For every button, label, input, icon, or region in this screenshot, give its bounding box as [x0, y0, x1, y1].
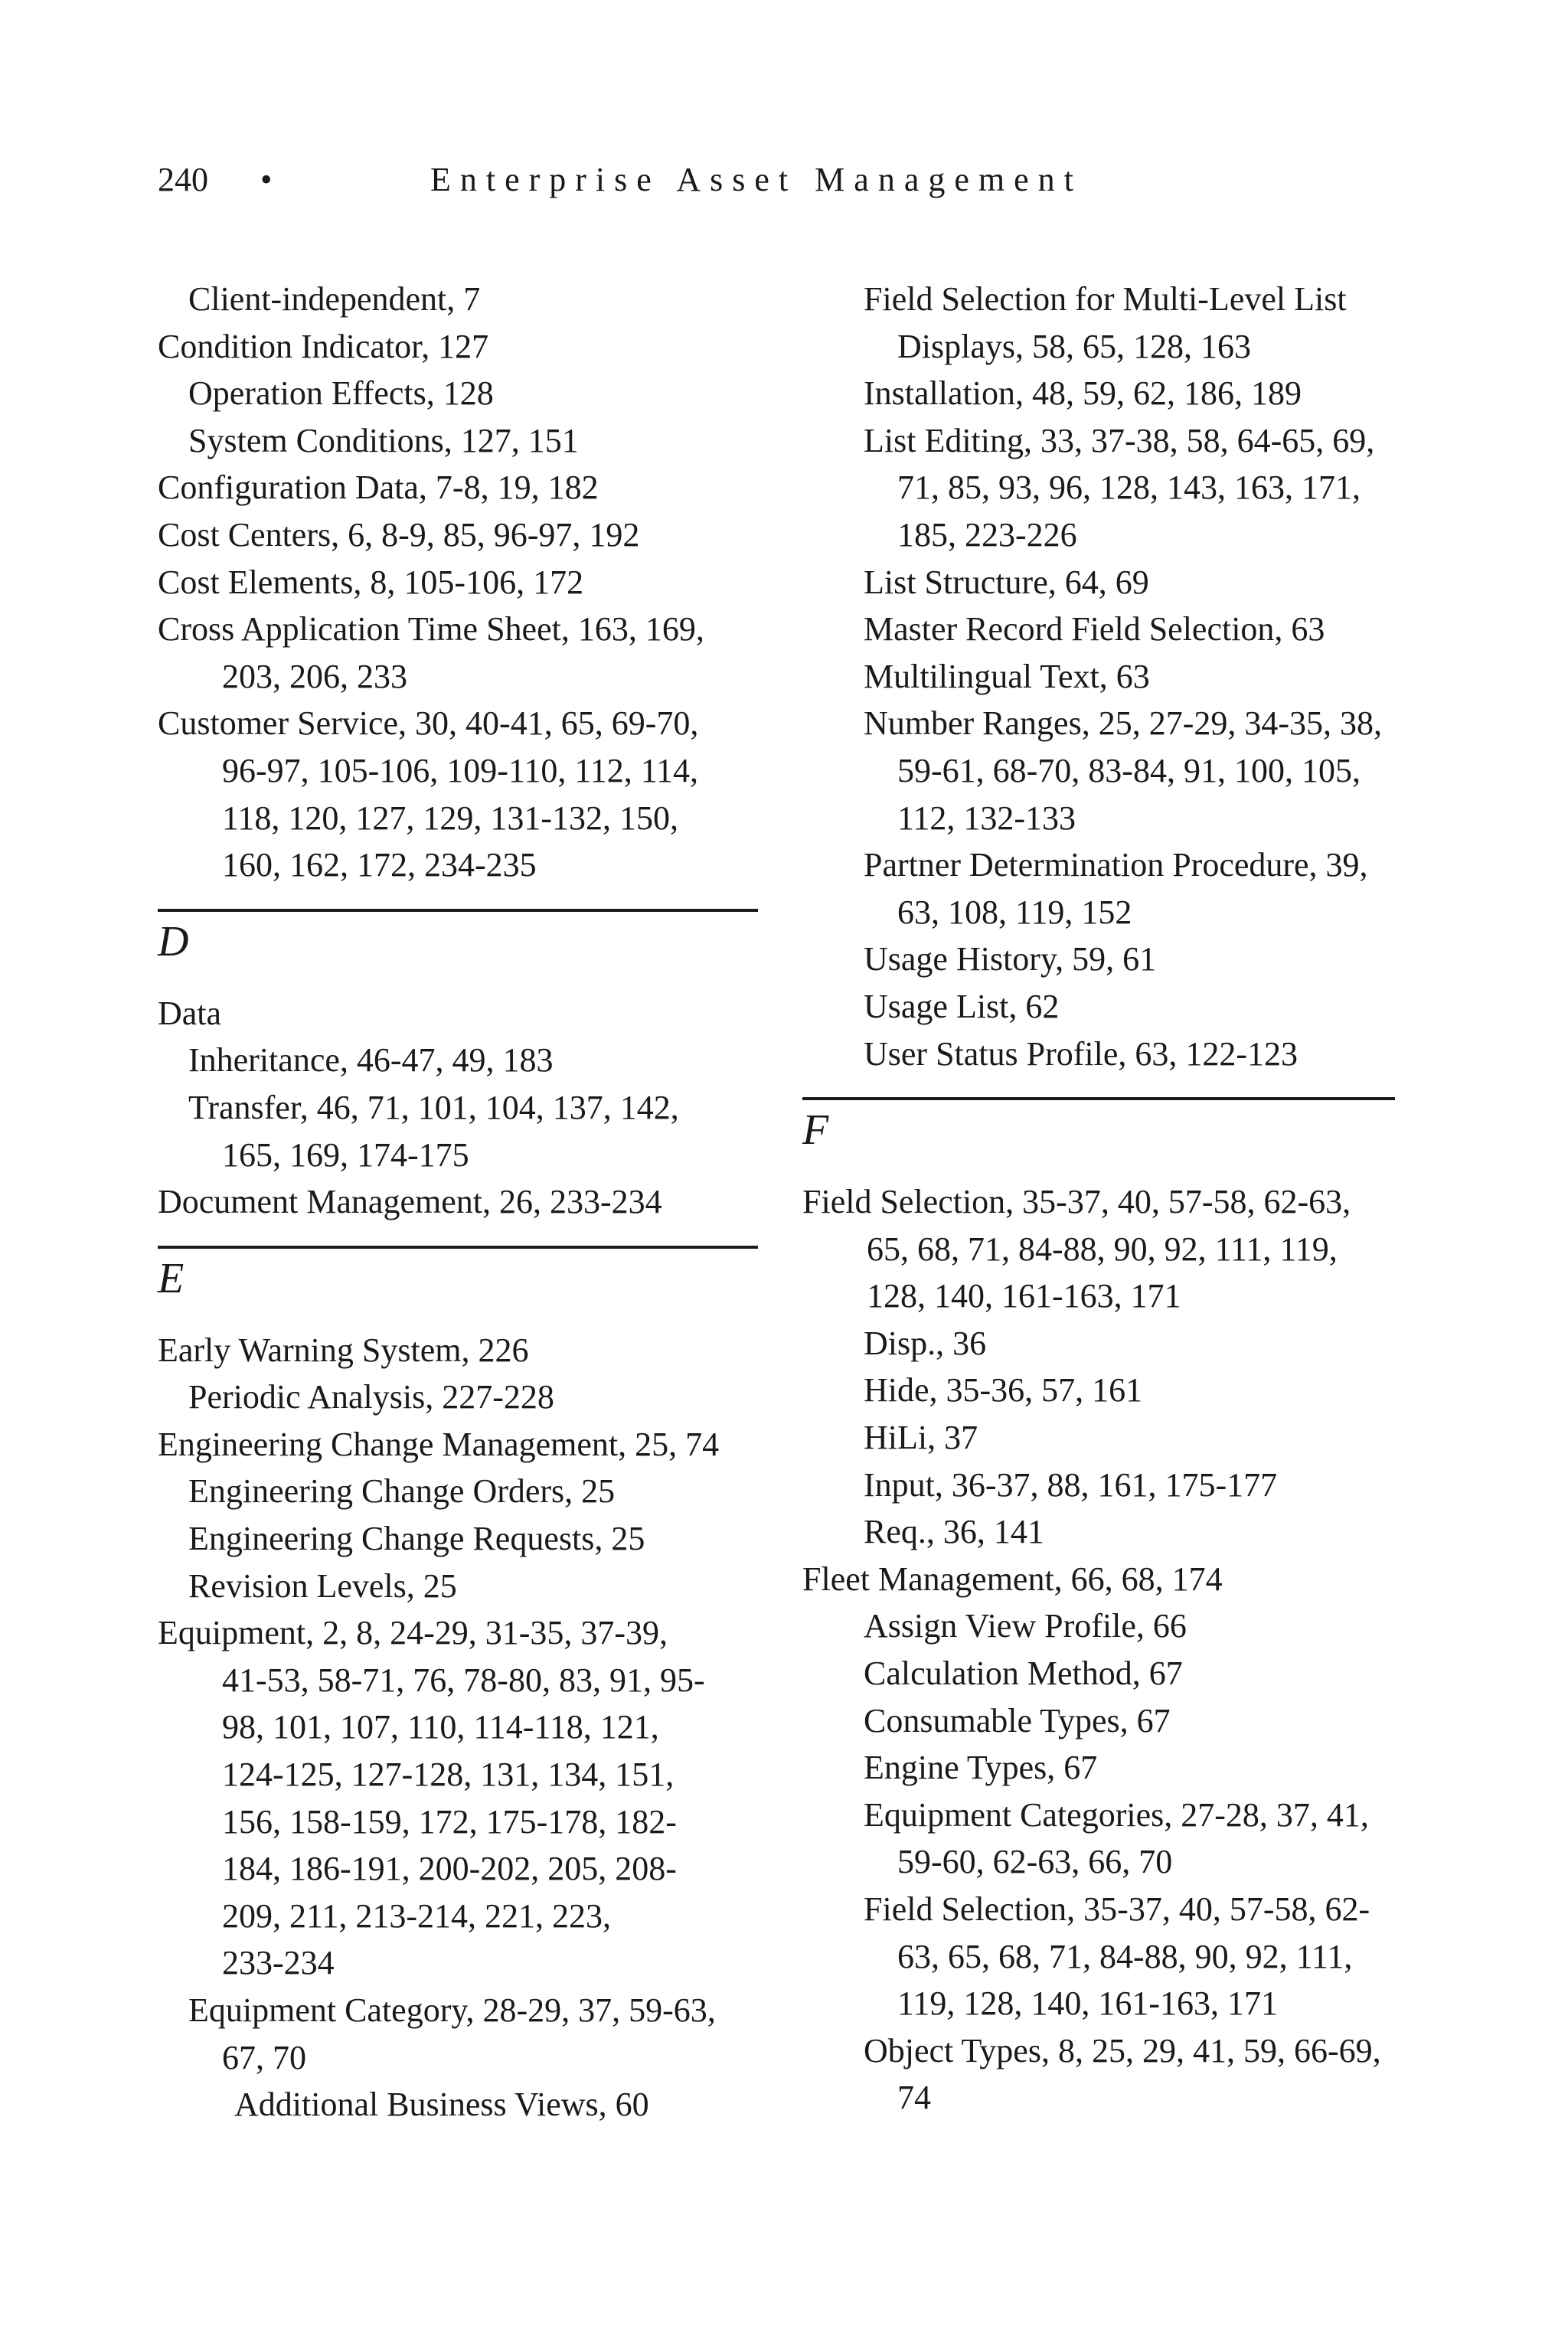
index-entry [833, 841, 1415, 936]
index-entry-line: Multilingual Text, 63 [864, 657, 1150, 695]
index-entry-continuation: 203, 206, 233 [222, 657, 407, 695]
index-entry-line: Object Types, 8, 25, 29, 41, 59, 66-69, [864, 2031, 1381, 2069]
index-entry-line: Calculation Method, 67 [864, 1655, 1183, 1693]
index-entry [833, 1508, 1415, 1556]
header-bullet: • [260, 161, 273, 198]
index-entry [158, 1421, 763, 1468]
index-entry-line: Additional Business Views, 60 [234, 2086, 649, 2124]
index-entry-line: Engineering Change Orders, 25 [188, 1472, 616, 1511]
index-entry [158, 1084, 763, 1178]
index-entry-line: Condition Indicator, 127 [158, 327, 489, 365]
index-entry [158, 1609, 763, 1987]
index-entry [833, 559, 1415, 606]
index-entry [833, 276, 1415, 370]
index-column-left [158, 276, 763, 2128]
index-entry [833, 936, 1415, 983]
index-entry [833, 1462, 1415, 1509]
index-entry-line: Hide, 35-36, 57, 161 [864, 1371, 1143, 1410]
index-entry-line: Equipment Category, 28-29, 37, 59-63, [188, 1991, 716, 2029]
index-entry-continuation: 233-234 [222, 1944, 335, 1982]
index-entry-line: Field Selection, 35-37, 40, 57-58, 62-63, [802, 1183, 1351, 1221]
page-header [158, 153, 1459, 207]
index-entry [802, 1178, 1415, 1320]
index-entry [158, 1468, 763, 1515]
index-entry [158, 1327, 763, 1374]
page-number: 240 [158, 161, 208, 198]
section-letter: E [158, 1254, 185, 1302]
index-entry-line: Assign View Profile, 66 [864, 1607, 1187, 1645]
index-entry-line: Revision Levels, 25 [188, 1566, 457, 1605]
index-entry [833, 653, 1415, 701]
index-entry [833, 983, 1415, 1031]
index-entry-line: Field Selection for Multi-Level List [864, 280, 1347, 318]
index-entry [158, 559, 763, 606]
index-entry-continuation: 185, 223-226 [897, 515, 1077, 554]
index-entry-continuation: 98, 101, 107, 110, 114-118, 121, [222, 1708, 659, 1746]
index-column-right [802, 276, 1415, 2122]
index-entry-line: Document Management, 26, 233-234 [158, 1183, 662, 1221]
index-entry-line: Transfer, 46, 71, 101, 104, 137, 142, [188, 1088, 679, 1126]
section-heading-d [158, 909, 763, 970]
index-entry-line: Cross Application Time Sheet, 163, 169, [158, 610, 704, 648]
index-entry-line: Engineering Change Management, 25, 74 [158, 1425, 720, 1463]
index-entry [158, 1037, 763, 1084]
index-entry-line: Disp., 36 [864, 1324, 987, 1362]
index-entry-continuation: 71, 85, 93, 96, 128, 143, 163, 171, [897, 469, 1361, 507]
index-entry-continuation: 118, 120, 127, 129, 131-132, 150, [222, 799, 679, 837]
index-entry [833, 1792, 1415, 1886]
index-entry-continuation: 184, 186-191, 200-202, 205, 208- [222, 1850, 677, 1888]
index-entry-continuation: 67, 70 [222, 2038, 306, 2076]
index-entry-continuation: 96-97, 105-106, 109-110, 112, 114, [222, 751, 699, 789]
index-entry [833, 1031, 1415, 1078]
index-entry-line: Fleet Management, 66, 68, 174 [802, 1560, 1223, 1598]
index-entry-continuation: 165, 169, 174-175 [222, 1135, 469, 1174]
index-entry-line: Equipment, 2, 8, 24-29, 31-35, 37-39, [158, 1614, 668, 1652]
running-title: Enterprise Asset Management [430, 161, 1083, 198]
index-entry-continuation: 63, 65, 68, 71, 84-88, 90, 92, 111, [897, 1937, 1353, 1975]
index-entry [158, 990, 763, 1037]
index-entry [158, 417, 763, 465]
index-entry [158, 1515, 763, 1563]
index-entry-continuation: 41-53, 58-71, 76, 78-80, 83, 91, 95- [222, 1661, 705, 1699]
index-entry [833, 1320, 1415, 1367]
index-entry [158, 323, 763, 371]
index-entry-line: List Structure, 64, 69 [864, 563, 1149, 601]
index-entry-line: System Conditions, 127, 151 [188, 421, 579, 459]
index-entry-line: Periodic Analysis, 227-228 [188, 1378, 554, 1416]
index-entry-continuation: 160, 162, 172, 234-235 [222, 846, 537, 884]
section-heading-e [158, 1246, 763, 1307]
index-entry-line: Number Ranges, 25, 27-29, 34-35, 38, [864, 704, 1383, 743]
index-entry-line: Inheritance, 46-47, 49, 183 [188, 1041, 554, 1080]
index-entry-line: Cost Centers, 6, 8-9, 85, 96-97, 192 [158, 515, 640, 554]
index-entry-line: Usage History, 59, 61 [864, 940, 1157, 978]
index-entry [833, 1744, 1415, 1792]
index-entry [833, 1886, 1415, 2027]
section-letter: F [802, 1106, 829, 1155]
index-entry [158, 1987, 763, 2081]
index-entry-line: Installation, 48, 59, 62, 186, 189 [864, 374, 1302, 413]
index-entry-continuation: 128, 140, 161-163, 171 [867, 1277, 1181, 1315]
index-entry [158, 606, 763, 700]
index-entry [833, 370, 1415, 417]
index-entry [158, 1178, 763, 1226]
index-entry [833, 606, 1415, 653]
index-entry-line: Engineering Change Requests, 25 [188, 1520, 645, 1558]
section-heading-f [802, 1097, 1415, 1158]
index-entry [802, 1556, 1415, 1603]
index-entry-continuation: 156, 158-159, 172, 175-178, 182- [222, 1802, 677, 1841]
index-entry-continuation: 59-60, 62-63, 66, 70 [897, 1843, 1173, 1881]
index-entry [158, 1374, 763, 1421]
index-entry [833, 2027, 1415, 2122]
index-entry-line: User Status Profile, 63, 122-123 [864, 1034, 1298, 1073]
index-entry [158, 1563, 763, 1610]
index-entry-line: Cost Elements, 8, 105-106, 172 [158, 563, 584, 601]
index-entry-continuation: 63, 108, 119, 152 [897, 893, 1132, 931]
index-entry-line: List Editing, 33, 37-38, 58, 64-65, 69, [864, 421, 1375, 459]
index-entry [833, 1367, 1415, 1414]
index-entry-line: Input, 36-37, 88, 161, 175-177 [864, 1465, 1278, 1504]
index-entry-line: Equipment Categories, 27-28, 37, 41, [864, 1795, 1369, 1834]
index-entry-line: Req., 36, 141 [864, 1513, 1044, 1551]
index-entry [833, 417, 1415, 559]
index-entry-line: Configuration Data, 7-8, 19, 182 [158, 469, 599, 507]
index-entry-line: Engine Types, 67 [864, 1749, 1098, 1787]
index-entry [833, 1414, 1415, 1462]
index-entry-continuation: Displays, 58, 65, 128, 163 [897, 327, 1251, 365]
index-entry-continuation: 112, 132-133 [897, 799, 1076, 837]
index-entry-line: Operation Effects, 128 [188, 374, 494, 413]
index-entry-continuation: 65, 68, 71, 84-88, 90, 92, 111, 119, [867, 1230, 1338, 1268]
index-entry [158, 370, 763, 417]
index-entry-line: Usage List, 62 [864, 987, 1060, 1025]
index-entry [158, 2081, 763, 2128]
index-entry-line: Partner Determination Procedure, 39, [864, 846, 1368, 884]
section-letter: D [158, 917, 189, 965]
index-entry [833, 1697, 1415, 1745]
index-entry-line: Early Warning System, 226 [158, 1331, 529, 1369]
index-entry-continuation: 124-125, 127-128, 131, 134, 151, [222, 1756, 675, 1794]
index-entry-line: Consumable Types, 67 [864, 1701, 1171, 1740]
index-entry-continuation: 74 [897, 2079, 931, 2117]
index-entry [158, 464, 763, 511]
index-entry [158, 700, 763, 888]
index-entry-continuation: 119, 128, 140, 161-163, 171 [897, 1984, 1279, 2023]
index-entry-line: Field Selection, 35-37, 40, 57-58, 62- [864, 1890, 1370, 1928]
index-entry-line: Data [158, 994, 222, 1032]
index-entry-continuation: 59-61, 68-70, 83-84, 91, 100, 105, [897, 751, 1361, 789]
index-entry [833, 1602, 1415, 1650]
index-entry-line: Master Record Field Selection, 63 [864, 610, 1325, 648]
index-entry [833, 1650, 1415, 1697]
index-entry-line: Customer Service, 30, 40-41, 65, 69-70, [158, 704, 699, 743]
index-entry-line: HiLi, 37 [864, 1419, 978, 1457]
index-entry-line: Client-independent, 7 [188, 280, 481, 318]
index-entry-continuation: 209, 211, 213-214, 221, 223, [222, 1896, 612, 1935]
index-entry [833, 700, 1415, 841]
index-entry [158, 276, 763, 323]
index-entry [158, 511, 763, 559]
